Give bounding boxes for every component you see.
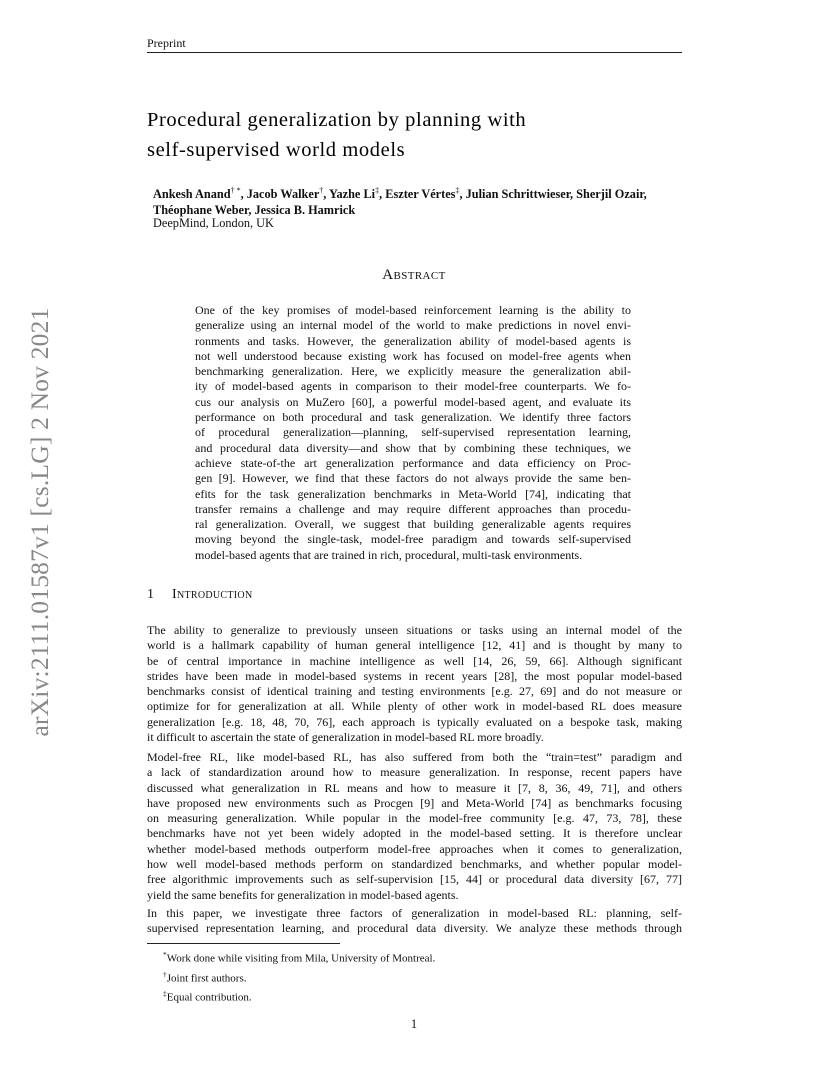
intro-paragraph-2-line: Model-free RL, like model-based RL, has also suffered from both the “train=test” paradigm and xyxy=(147,750,682,764)
intro-paragraph-1-line: generalization [e.g. 18, 48, 70, 76], each approach is typically evaluated on a bespoke task, making xyxy=(147,714,682,729)
footnote xyxy=(163,967,435,987)
author-anand: Ankesh Anand xyxy=(153,187,231,202)
intro-paragraph-2-line: on measuring generalization. While popular in the model-free community [e.g. 47, 73, 78], these xyxy=(147,811,682,826)
intro-paragraph-2-line: free algorithmic improvements such as self-supervision [15, 44] or procedural data diversity [67, 77] xyxy=(147,872,682,887)
arxiv-identifier: arXiv:2111.01587v1 [cs.LG] 2 Nov 2021 xyxy=(25,307,54,737)
intro-paragraph-1-line: benchmarks consist of identical training and testing environments [e.g. 27, 69] and do not measure or xyxy=(147,684,682,699)
abstract-line: achieve state-of-the art generalization performance and data efficiency on Proc- xyxy=(195,455,631,470)
author-line-1 xyxy=(153,183,713,202)
intro-paragraph-1-line: The ability to generalize to previously unseen situations or tasks using an internal model of the xyxy=(147,623,682,637)
footnote-mark: ‡ xyxy=(163,989,167,999)
author-walker: , Jacob Walker xyxy=(240,187,320,202)
intro-paragraph-1-line: world is a hallmark capability of human general intelligence [12, 41] and is thought by many to xyxy=(147,638,682,653)
author-li-marks: ‡ xyxy=(375,186,380,195)
author-li: , Yazhe Li xyxy=(323,187,376,202)
intro-paragraph-3-line: In this paper, we investigate three factors of generalization in model-based RL: planning, self- xyxy=(147,906,682,920)
intro-paragraph-2-line: yield the same benefits for generalization in model-based agents. xyxy=(147,887,459,902)
intro-paragraph-3 xyxy=(147,906,682,937)
abstract-line: ral generalization. Overall, we suggest that building generalizable agents requires xyxy=(195,517,631,532)
abstract-line: efits for the task generalization benchmarks in Meta-World [74], indicating that xyxy=(195,486,631,501)
abstract-line: performance on both procedural and task generalization. We identify three factors xyxy=(195,410,631,425)
footnote-mark: * xyxy=(163,950,167,959)
author-list xyxy=(153,183,713,218)
author-vertes: , Eszter Vértes xyxy=(379,187,456,202)
intro-paragraph-2-line: whether model-based methods outperform model-free approaches when it comes to generalization, xyxy=(147,841,682,856)
footnote-text: Equal contribution. xyxy=(166,991,252,1004)
footnote-mark: † xyxy=(163,969,167,979)
running-title: Preprint xyxy=(147,36,186,50)
author-line-2: Théophane Weber, Jessica B. Hamrick xyxy=(153,203,356,218)
author-walker-marks: † xyxy=(319,186,324,195)
intro-paragraph-3-line: supervised representation learning, and procedural data diversity. We analyze these methods through xyxy=(147,921,682,936)
abstract-heading xyxy=(0,267,828,284)
abstract-line: of procedural generalization—planning, self-supervised representation learning, xyxy=(195,425,631,440)
section-number: 1 xyxy=(147,587,155,602)
author-anand-marks: † * xyxy=(230,186,241,195)
author-rest: , Julian Schrittwieser, Sherjil Ozair, xyxy=(459,187,647,202)
author-vertes-marks: ‡ xyxy=(455,186,460,195)
footnote-text: Joint first authors. xyxy=(166,972,247,985)
section-title: Introduction xyxy=(172,587,253,602)
intro-paragraph-1-line: optimize for for generalization at all. While plenty of other work in model-based RL does measure xyxy=(147,699,682,714)
page-number: 1 xyxy=(410,1017,418,1031)
abstract-line: not well understood because existing work has focused on model-free agents when xyxy=(195,348,631,363)
intro-paragraph-1-line: it difficult to ascertain the state of generalization in model-based RL more broadly. xyxy=(147,730,544,745)
title-line-1: Procedural generalization by planning with xyxy=(147,109,527,131)
intro-paragraph-2-line: a lack of standardization around how to measure generalization. In response, recent papers have xyxy=(147,765,682,780)
intro-paragraph-2-line: have proposed new environments such as Procgen [9] and Meta-World [74] as benchmarks focusing xyxy=(147,795,682,810)
intro-paragraph-1-line: be of central importance in machine intelligence as well [14, 26, 59, 66]. Although significant xyxy=(147,653,682,668)
footnote xyxy=(163,947,435,967)
intro-paragraph-1 xyxy=(147,623,682,745)
abstract-line: cus our analysis on MuZero [60], a powerful model-based agent, and evaluate its xyxy=(195,394,631,409)
footnote-text: Work done while visiting from Mila, University of Montreal. xyxy=(166,952,436,965)
intro-paragraph-2-line: how well model-based methods perform on standardized benchmarks, and whether popular model- xyxy=(147,857,682,872)
title-line-2: self-supervised world models xyxy=(147,139,406,161)
abstract-line: generalize using an internal model of the world to make predictions in novel envi- xyxy=(195,318,631,333)
abstract-line: moving beyond the single-task, model-free paradigm and towards self-supervised xyxy=(195,532,631,547)
abstract-line: transfer remains a challenge and may require different approaches than procedu- xyxy=(195,501,631,516)
abstract-line: ity of model-based agents in comparison to their model-free counterparts. We fo- xyxy=(195,379,631,394)
intro-paragraph-2-line: discussed what generalization in RL means and how to measure it [7, 8, 36, 49, 71], and others xyxy=(147,780,682,795)
paper-title xyxy=(147,105,707,165)
footnotes xyxy=(163,947,435,1006)
footnote xyxy=(163,986,435,1006)
running-header xyxy=(147,36,682,53)
intro-paragraph-2 xyxy=(147,750,682,903)
section-heading xyxy=(147,587,252,603)
abstract-line: and procedural data diversity—and show that by combining these techniques, we xyxy=(195,440,631,455)
abstract-heading-text: Abstract xyxy=(382,267,446,283)
intro-paragraph-1-line: strides have been made in model-based systems in recent years [28], the most popular model-based xyxy=(147,668,682,683)
abstract-line: One of the key promises of model-based reinforcement learning is the ability to xyxy=(195,303,631,317)
affiliation: DeepMind, London, UK xyxy=(153,216,274,230)
abstract-line: benchmarking generalization. Here, we explicitly measure the generalization abil- xyxy=(195,364,631,379)
abstract-line: model-based agents that are trained in rich, procedural, multi-task environments. xyxy=(195,547,583,562)
intro-paragraph-2-line: benchmarks have not yet been widely adopted in the model-based setting. It is therefore unclear xyxy=(147,826,682,841)
abstract-line: ronments and tasks. However, the generalization ability of model-based agents is xyxy=(195,333,631,348)
abstract-line: gen [9]. However, we find that these factors do not always provide the same ben- xyxy=(195,471,631,486)
abstract-body xyxy=(195,303,631,563)
footnote-rule xyxy=(147,943,340,944)
